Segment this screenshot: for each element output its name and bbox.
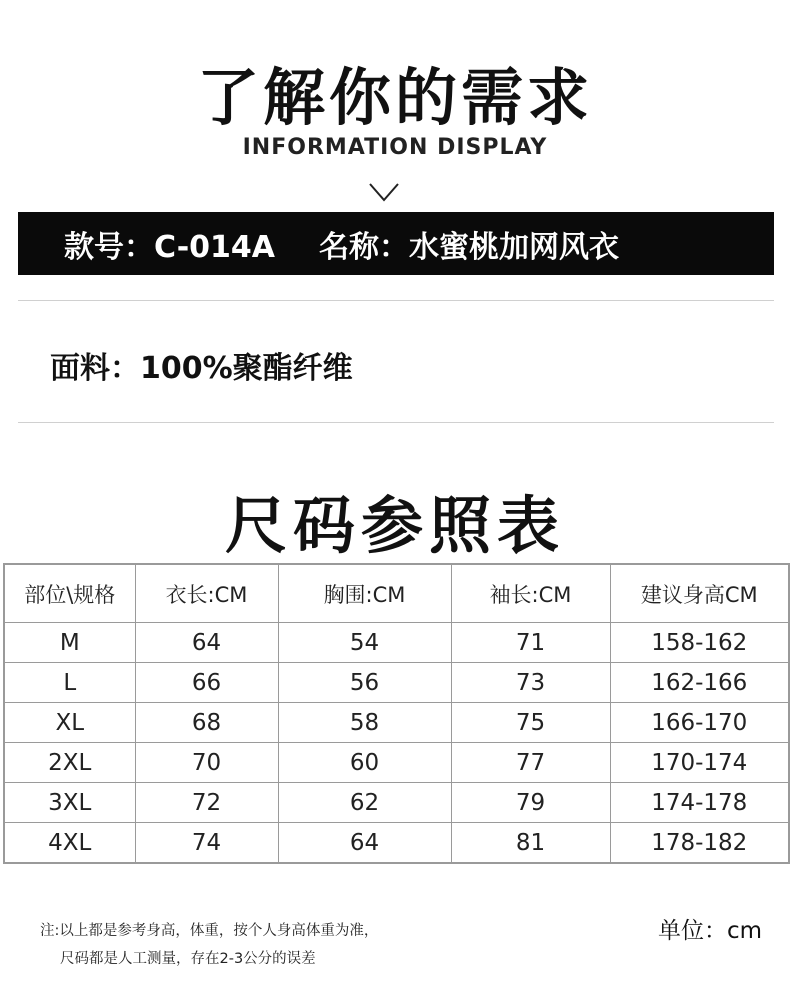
table-cell: 170-174: [610, 743, 789, 783]
table-cell: 75: [451, 703, 610, 743]
product-name: 名称：水蜜桃加网风衣: [319, 229, 619, 265]
size-label-cell: L: [4, 663, 135, 703]
table-row: [4, 663, 789, 703]
table-cell: 56: [278, 663, 451, 703]
table-cell: 54: [278, 623, 451, 663]
size-label-cell: 4XL: [4, 823, 135, 864]
table-row: [4, 623, 789, 663]
size-label-cell: 3XL: [4, 783, 135, 823]
table-cell: 74: [135, 823, 278, 864]
size-chart-title: 尺码参照表: [224, 489, 565, 562]
table-cell: 66: [135, 663, 278, 703]
size-label-cell: M: [4, 623, 135, 663]
unit-label: 单位：cm: [658, 918, 763, 944]
table-cell: 162-166: [610, 663, 789, 703]
table-cell: 166-170: [610, 703, 789, 743]
table-cell: 60: [278, 743, 451, 783]
column-header: 胸围:CM: [278, 564, 451, 623]
table-cell: 81: [451, 823, 610, 864]
divider-top: [18, 300, 774, 301]
table-cell: 77: [451, 743, 610, 783]
table-cell: 70: [135, 743, 278, 783]
table-cell: 58: [278, 703, 451, 743]
table-row: [4, 823, 789, 864]
column-header: 衣长:CM: [135, 564, 278, 623]
table-cell: 71: [451, 623, 610, 663]
table-cell: 158-162: [610, 623, 789, 663]
table-cell: 174-178: [610, 783, 789, 823]
table-cell: 64: [278, 823, 451, 864]
table-cell: 72: [135, 783, 278, 823]
table-cell: 64: [135, 623, 278, 663]
column-header: 袖长:CM: [451, 564, 610, 623]
column-header: 部位\规格: [4, 564, 135, 623]
measurement-note: [40, 917, 378, 973]
table-cell: 62: [278, 783, 451, 823]
chevron-down-icon: [368, 178, 400, 208]
product-model: 款号：C-014A: [64, 229, 275, 265]
table-row: [4, 743, 789, 783]
table-cell: 73: [451, 663, 610, 703]
note-line-1: 注:以上都是参考身高，体重，按个人身高体重为准，: [40, 923, 379, 939]
page-title: 了解你的需求: [196, 61, 593, 134]
table-header-row: [4, 564, 789, 623]
product-info-bar: [18, 212, 774, 275]
size-table: [3, 563, 790, 864]
note-line-2: 尺码都是人工测量，存在2-3公分的误差: [60, 951, 316, 967]
column-header: 建议身高CM: [610, 564, 789, 623]
divider-bottom: [18, 422, 774, 423]
table-cell: 79: [451, 783, 610, 823]
product-material: 面料：100%聚酯纤维: [50, 351, 353, 386]
table-cell: 68: [135, 703, 278, 743]
size-label-cell: 2XL: [4, 743, 135, 783]
size-label-cell: XL: [4, 703, 135, 743]
table-row: [4, 703, 789, 743]
page-subtitle: INFORMATION DISPLAY: [242, 135, 548, 160]
table-row: [4, 783, 789, 823]
table-cell: 178-182: [610, 823, 789, 864]
